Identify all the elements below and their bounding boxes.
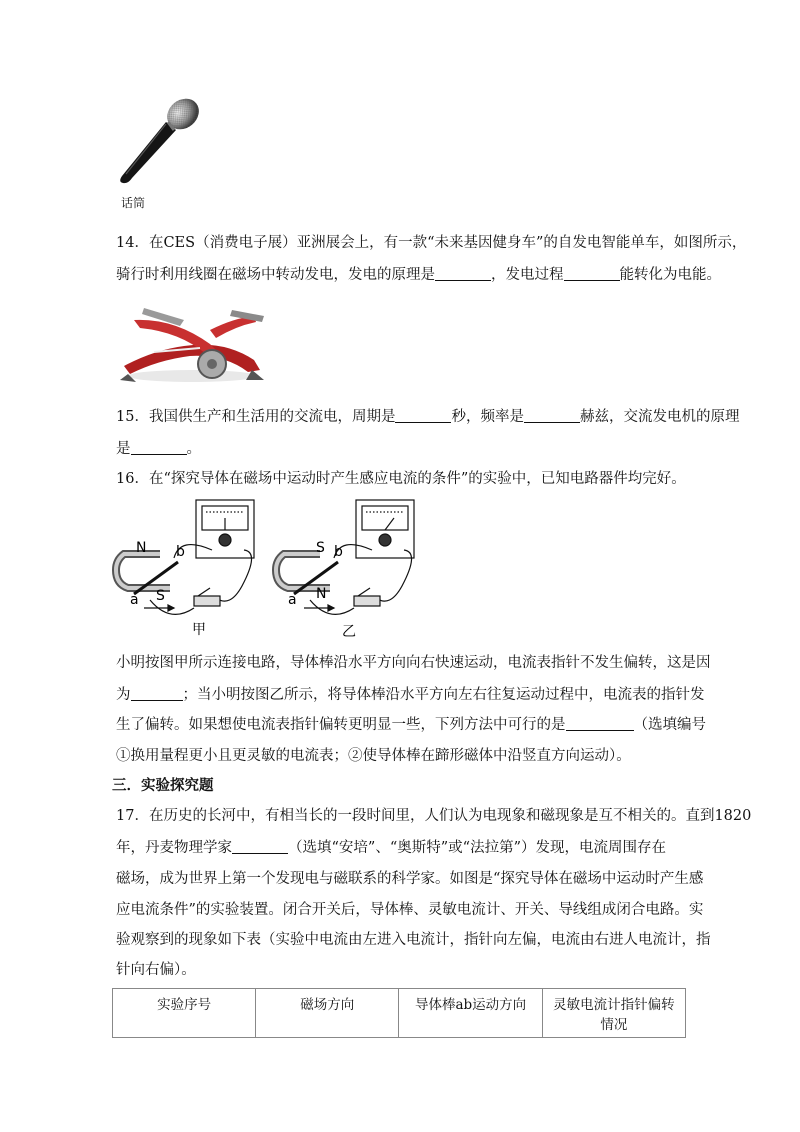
q17-line5 [116,930,711,950]
q15-text-a: 我国供生产和生活用的交流电，周期是 [148,409,396,425]
q16-blank-2[interactable] [566,716,634,731]
q15-blank-2[interactable] [524,408,580,423]
exercise-bike-image [114,300,270,386]
figure-label-jia: 甲 [192,622,206,638]
q14-line1 [116,233,746,253]
q15-number: 15． [116,409,149,425]
q14-number: 14． [116,235,149,251]
q16-number: 16． [116,471,149,487]
q17-line6 [116,960,196,980]
q15-line2 [116,439,201,459]
q16-text-p2b: ；当小明按图乙所示，将导体棒沿水平方向左右往复运动过程中，电流表的指针发 [182,687,705,703]
q17-text-l4: 应电流条件”的实验装置。闭合开关后，导体棒、灵敏电流计、开关、导线组成闭合电路。实 [116,902,704,918]
microphone-image [108,92,208,188]
q14-blank-1[interactable] [435,266,491,281]
q16-text-p4: ①换用量程更小且更灵敏的电流表；②使导体棒在蹄形磁体中沿竖直方向运动）。 [116,748,631,764]
table-header-cell: 磁场方向 [256,989,399,1038]
q17-blank-1[interactable] [232,839,288,854]
q15-text-b: 秒，频率是 [451,409,524,425]
q16-circuit-figure [110,496,440,644]
q15-blank-1[interactable] [395,408,451,423]
q17-text-l2b: （选填“安培”、“奥斯特”或“法拉第”）发现，电流周围存在 [288,840,666,856]
q15-text-c: 赫兹，交流发电机的原理 [579,409,740,425]
circuit-left-N: N [136,540,147,556]
q14-line2 [116,265,721,285]
circuit-right-N: N [316,586,327,602]
table-header-line1: 灵敏电流计指针偏转 [553,997,675,1013]
circuit-right [276,500,414,614]
q15-blank-3[interactable] [131,440,187,455]
table-header-cell: 导体棒ab运动方向 [399,989,542,1038]
q14-text-line1: 在CES（消费电子展）亚洲展会上，有一款“未来基因健身车”的自发电智能单车，如图所示， [148,235,747,251]
q17-line4 [116,900,703,920]
q15-text-d: 是 [116,441,131,457]
q16-para-line4 [116,746,631,766]
circuit-right-b: b [334,544,343,560]
q14-blank-2[interactable] [564,266,620,281]
q14-text-a: 骑行时利用线圈在磁场中转动发电，发电的原理是 [116,267,435,283]
microphone-caption: 话筒 [121,196,146,210]
q16-blank-1[interactable] [131,686,183,701]
q17-line1 [116,806,751,826]
section-title: 三．实验探究题 [112,778,214,794]
q17-line2 [116,838,666,858]
q17-text-l2a: 年，丹麦物理学家 [116,840,232,856]
q17-line3 [116,869,703,889]
circuit-left-S: S [156,588,165,604]
table-header-line2: 情况 [600,1017,628,1033]
q17-number: 17． [116,808,149,824]
q16-para-line1 [116,653,711,673]
q17-text-l5: 验观察到的现象如下表（实验中电流由左进入电流计，指针向左偏，电流由右进人电流计，指 [116,932,711,948]
q17-text-line1: 在历史的长河中，有相当长的一段时间里，人们认为电现象和磁现象是互不相关的。直到1820 [148,808,752,824]
figure-label-yi: 乙 [342,624,356,640]
q14-text-b: ，发电过程 [491,267,564,283]
circuit-right-a: a [288,592,297,608]
table-header-cell: 实验序号 [113,989,256,1038]
q17-results-table [112,988,686,1038]
q17-text-l6: 针向右偏）。 [116,962,196,978]
circuit-left-a: a [130,592,139,608]
q16-text-line1: 在“探究导体在磁场中运动时产生感应电流的条件”的实验中，已知电路器件均完好。 [148,471,686,487]
q15-line1 [116,407,739,427]
q16-para-line2 [116,685,705,705]
circuit-right-S: S [316,540,325,556]
q16-text-p3b: （选填编号 [633,717,706,733]
q15-text-e: 。 [186,441,201,457]
circuit-left-b: b [176,544,185,560]
q16-line1 [116,469,686,489]
q16-text-p3a: 生了偏转。如果想使电流表指针偏转更明显一些，下列方法中可行的是 [116,717,566,733]
table-header-cell [542,989,685,1038]
q16-text-p1: 小明按图甲所示连接电路，导体棒沿水平方向向右快速运动，电流表指针不发生偏转，这是因 [116,655,711,671]
q14-text-c: 能转化为电能。 [619,267,721,283]
q16-text-p2a: 为 [116,687,131,703]
q17-text-l3: 磁场，成为世界上第一个发现电与磁联系的科学家。如图是“探究导体在磁场中运动时产生感 [116,871,704,887]
q16-para-line3 [116,715,706,735]
table-header-row [113,989,686,1038]
